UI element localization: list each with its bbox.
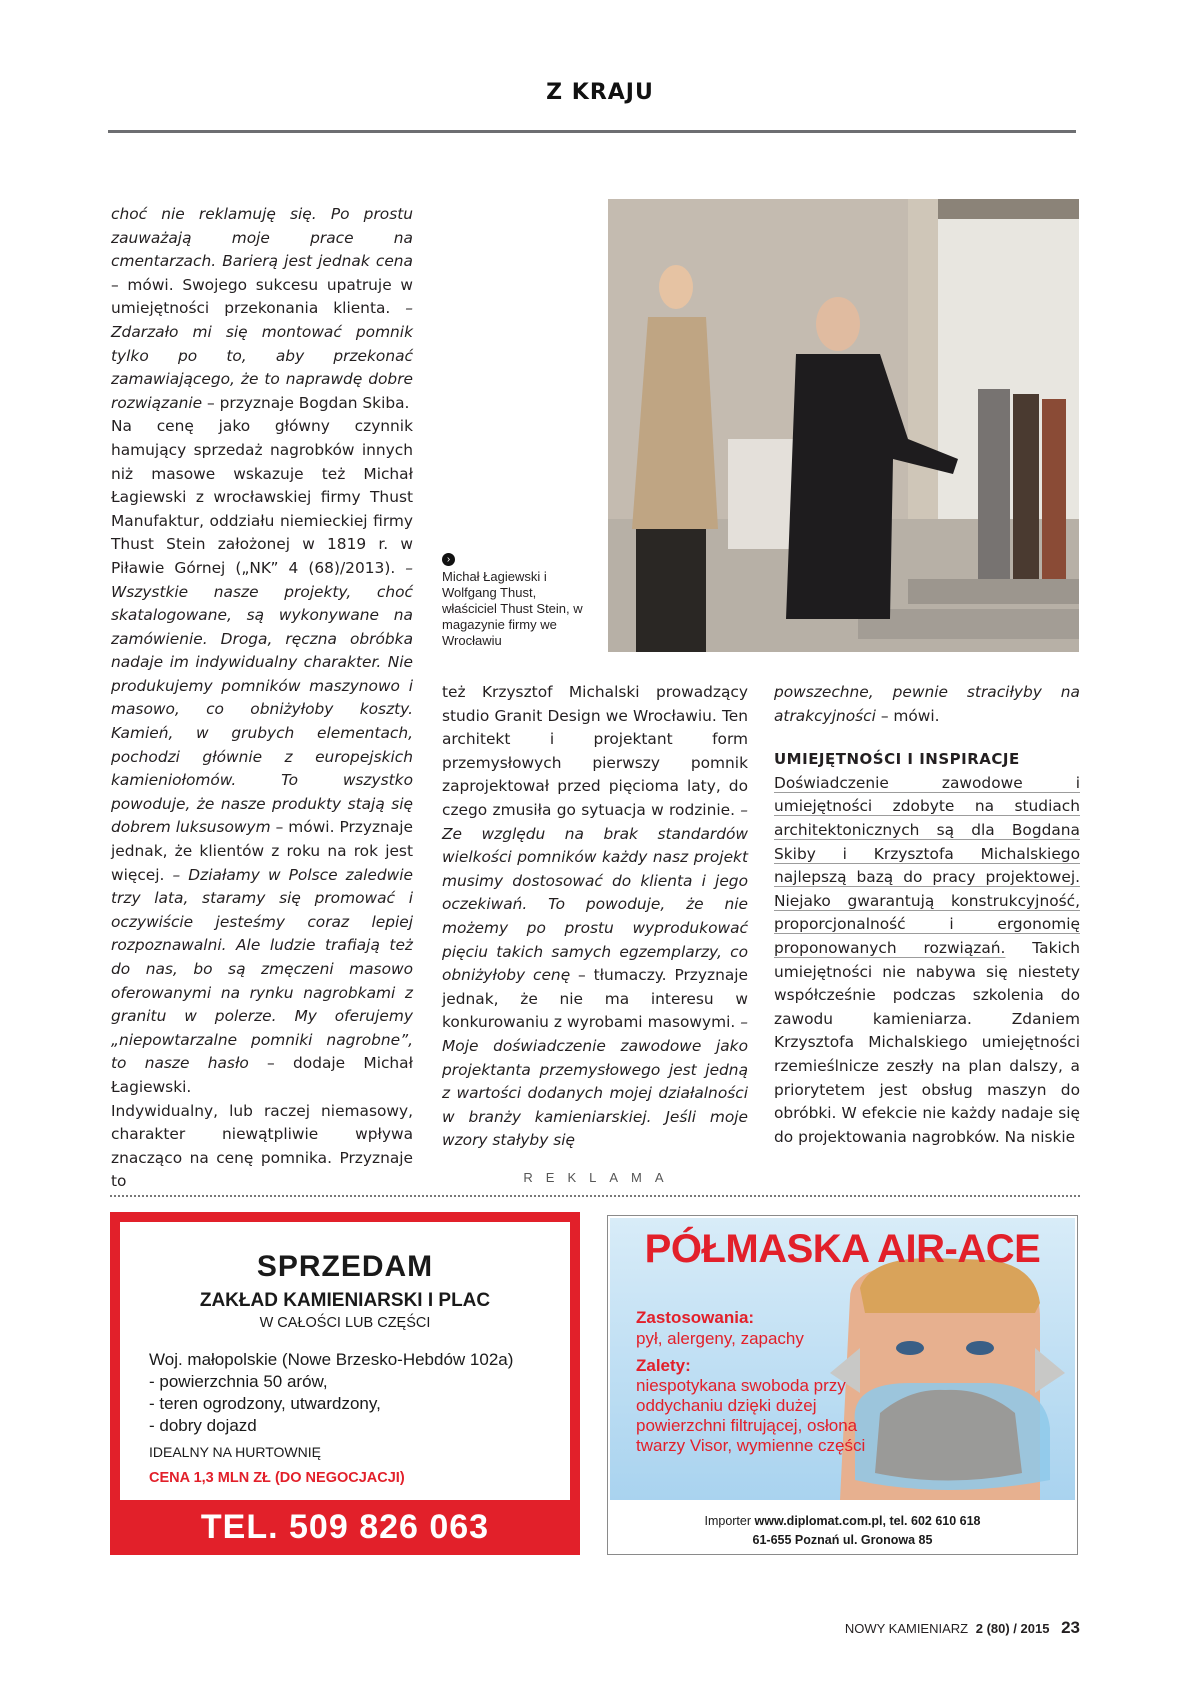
sale-ad-phone[interactable]: TEL. 509 826 063 xyxy=(200,1508,490,1546)
body-text: – mówi. Swojego sukcesu upatruje w umiejętności przekonania klienta. xyxy=(111,275,413,318)
body-text: – mówi. xyxy=(875,706,940,725)
mask-ad-panel xyxy=(610,1218,1075,1500)
article-column-2 xyxy=(442,681,748,1153)
col3-rest: Takich umiejętności nie nabywa się niestety współcześnie podczas szkolenia do zawodu kamieniarza. Zdaniem Krzysztofa Michalskiego umiejętności rzemieślnicze zeszły na plan dalszy, a priorytetem jest obsług maszyn do obróbki. W efekcie nie każdy nadaje się do projektowania nagrobków. Na niskie xyxy=(774,938,1080,1146)
mask-ad-importer xyxy=(608,1512,1077,1550)
body-text: Na cenę jako główny czynnik hamujący sprzedaż nagrobków innych niż masowe wskazuje też Michał Łagiewski z wrocławskiej firmy Thust Manufaktur, oddziału niemieckiej firmy Thust Stein założonej w 1819 r. w Piławie Górnej („NK” 4 (68)/2013). xyxy=(111,417,413,577)
mask-ad[interactable] xyxy=(607,1215,1078,1555)
quote-text: – Wszystkie nasze projekty, choć skatalogowane, są wykonywane na zamówienie. Droga, ręczna obróbka nadaje im indywidualny charakter. Nie produkujemy pomników maszynowo i masowo, co obniżyłoby koszty. Kamień, w grubych elementach, pochodzi głównie z europejskich kamieniołomów. To wszystko powoduje, że nasze produkty stają się dobrem luksusowym xyxy=(111,558,413,837)
quote-text: – Działamy w Polsce zaledwie trzy lata, staramy się promować i oczywiście jesteśmy coraz lepiej rozpoznawalni. Ale ludzie trafiają też do nas, bo są zmęczeni masowo oferowanymi na rynku nagrobkami z granitu w polerze. My oferujemy „niepowtarzalne pomniki nagrobne”, to nasze hasło xyxy=(111,865,413,1073)
warehouse-photo-illustration xyxy=(608,199,1079,652)
sale-ad-line: Woj. małopolskie (Nowe Brzesko-Hebdów 102a) xyxy=(149,1350,514,1369)
body-text: Indywidualny, lub raczej niemasowy, charakter niewątpliwie wpływa znacząco na cenę pomnika. Przyznaje to xyxy=(111,1101,413,1191)
article-column-1 xyxy=(111,203,413,1194)
article-photo xyxy=(608,199,1079,652)
quote-text: powszechne, pewnie straciłyby na atrakcyjności xyxy=(774,683,1080,725)
section-title: Z KRAJU xyxy=(546,80,654,105)
mask-ad-pros: niespotykana swoboda przy oddychaniu dzięki dużej powierzchni filtrującej, osłona twarzy Visor, wymienne części xyxy=(636,1376,866,1455)
quote-text: choć nie reklamuję się. Po prostu zauważają moje prace na cmentarzach. Barierą jest jednak cena xyxy=(111,205,413,271)
quote-text: – Ze względu na brak standardów wielkości pomników każdy nasz projekt musimy dostosować do klienta i jego oczekiwań. To powoduje, że nie możemy po prostu wyprodukować pięciu takich samych egzemplarzy, co obniżyłoby cenę xyxy=(442,800,748,985)
mask-ad-pros-label: Zalety: xyxy=(636,1356,691,1375)
sale-ad-details xyxy=(149,1349,569,1437)
photo-caption xyxy=(442,550,592,649)
page-footer xyxy=(845,1618,1080,1638)
article-column-3 xyxy=(774,681,1080,1149)
mask-ad-title: PÓŁMASKA AIR-ACE xyxy=(644,1227,1041,1271)
chevron-right-icon: › xyxy=(442,553,455,566)
sale-ad[interactable] xyxy=(110,1212,580,1555)
issue-number: 2 (80) / 2015 xyxy=(975,1621,1050,1636)
sale-ad-line: - powierzchnia 50 arów, xyxy=(149,1372,328,1391)
paragraph xyxy=(442,681,748,1153)
highlighted-text: Doświadczenie zawodowe i umiejętności zdobyte na studiach architektonicznych są dla Bogdana Skiby i Krzysztofa Michalskiego najlepszą bazą do pracy projektowej. Niejako gwarantują konstrukcyjność, proporcjonalność i ergonomię proponowanych rozwiązań. xyxy=(774,773,1080,957)
importer-prefix: Importer xyxy=(704,1514,755,1528)
importer-tel: , tel. 602 610 618 xyxy=(882,1514,981,1528)
body-text: – tłumaczy. Przyznaje jednak, że nie ma interesu w konkurowaniu z wyrobami masowymi. xyxy=(442,966,748,1032)
body-text: – przyznaje Bogdan Skiba. xyxy=(202,393,410,412)
importer-address: 61-655 Poznań ul. Gronowa 85 xyxy=(752,1533,933,1547)
sale-ad-title: SPRZEDAM xyxy=(256,1250,434,1283)
subheading: UMIEJĘTNOŚCI I INSPIRACJE xyxy=(774,750,1020,769)
caption-text: Michał Łagiewski i Wolfgang Thust, właściciel Thust Stein, w magazynie firmy we Wrocławiu xyxy=(442,569,583,648)
ad-separator xyxy=(110,1195,1080,1197)
header-rule xyxy=(108,130,1076,133)
col3-intro xyxy=(774,681,1080,728)
paragraph xyxy=(111,415,413,1099)
sale-ad-subtitle: ZAKŁAD KAMIENIARSKI I PLAC xyxy=(199,1290,491,1311)
sale-ad-subtitle2: W CAŁOŚCI LUB CZĘŚCI xyxy=(259,1315,431,1331)
sale-ad-panel xyxy=(120,1222,570,1500)
mask-ad-uses-label: Zastosowania: xyxy=(636,1308,755,1327)
quote-text: – Moje doświadczenie zawodowe jako projektanta przemysłowego jest jedną z wartości dodanych mojej działalności w branży kamieniarskiej. Jeśli moje wzory stałyby się xyxy=(442,1013,748,1150)
mask-ad-uses: pył, alergeny, zapachy xyxy=(636,1329,804,1348)
col3-body xyxy=(774,772,1080,1150)
importer-link[interactable]: www.diplomat.com.pl xyxy=(754,1514,883,1528)
body-text: – mówi. Przyznaje jednak, że klientów z roku na rok jest więcej. xyxy=(111,818,413,884)
sale-ad-note: IDEALNY NA HURTOWNIĘ xyxy=(149,1444,321,1460)
quote-text: – Zdarzało mi się montować pomnik tylko po to, aby przekonać zamawiającego, że to naprawdę dobre rozwiązanie xyxy=(111,299,413,412)
page-number: 23 xyxy=(1061,1618,1080,1637)
magazine-name: NOWY KAMIENIARZ xyxy=(844,1621,969,1636)
body-text: też Krzysztof Michalski prowadzący studio Granit Design we Wrocławiu. Ten architekt i projektant form przemysłowych pierwszy pomnik zaprojektował przed pięcioma laty, do czego zmusiła go sytuacja w rodzinie. xyxy=(442,683,748,819)
sale-ad-line: - dobry dojazd xyxy=(149,1416,257,1435)
sale-ad-line: - teren ogrodzony, utwardzony, xyxy=(149,1394,381,1413)
body-text: – dodaje Michał Łagiewski. xyxy=(111,1054,413,1096)
ad-label: REKLAMA xyxy=(523,1170,677,1185)
paragraph xyxy=(111,203,413,415)
sale-ad-price: CENA 1,3 MLN ZŁ (DO NEGOCJACJI) xyxy=(149,1470,405,1486)
